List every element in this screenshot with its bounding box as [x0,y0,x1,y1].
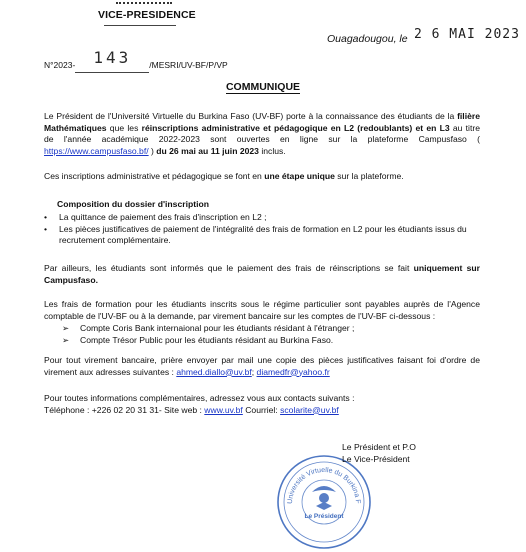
seal-emblem-icon [312,486,336,510]
paragraph-steps [44,171,480,183]
reference-number-value: 143 [93,48,132,67]
text: Le Président de l'Université Virtuelle du Burkina Faso (UV-BF) porte à la connaissance des étudiants de la [44,111,458,121]
bold-text: filière Mathématiques [44,111,480,133]
list-item [62,334,354,346]
list-item [62,322,354,334]
website-link[interactable]: www.uv.bf [204,404,243,415]
text: Ces inscriptions administrative et pédagogique se font en [44,171,265,181]
paragraph-payment [44,263,480,286]
reference-prefix: N°2023- [44,60,76,70]
reference-number-box [75,48,149,73]
contacts-line [44,405,480,417]
paragraph-fees: Les frais de formation pour les étudiants inscrits sous le régime particulier sont payables auprès de l'Agence comptable de l'UV-BF ou à la demande, par virement bancaire sur les comptes de l'UV-BF ci-dessous : [44,299,480,321]
list-item [44,224,480,247]
bullet-icon: • [44,212,48,222]
reference-number [44,48,228,73]
campusfaso-link[interactable]: https://www.campusfaso.bf/ [44,145,149,156]
dossier-list [44,212,480,247]
paragraph-transfer [44,355,480,378]
phone-text: Téléphone : +226 02 20 31 31- Site web : [44,404,205,415]
list-item-text: Compte Trésor Public pour les étudiants résidant au Burkina Faso. [80,335,334,345]
arrow-icon: ➢ [62,335,70,345]
text: au titre de l'année académique 2022-2023 sont ouvertes en ligne sur la plateforme Campusfaso ( [44,122,480,144]
email-link-yahoo[interactable]: diamedfr@yahoo.fr [256,366,330,377]
text: ; [251,366,257,377]
header-dots [116,2,172,4]
signature-line-1: Le Président et P.O [342,442,416,452]
document-title [0,81,526,93]
seal-ring-text: Université Virtuelle du Burkina F [286,466,362,505]
paragraph-contacts [44,393,480,416]
office-underline [104,25,176,26]
date-stamp: 2 6 MAI 2023 [414,27,520,42]
official-seal-stamp [274,452,374,552]
office-heading: VICE-PRESIDENCE [98,9,196,21]
text: Pour tout virement bancaire, prière envoyer par mail une copie des pièces justificatives faisant foi d'ordre de virement aux adresses suivantes : [44,355,480,377]
list-item-text: Compte Coris Bank internaional pour les étudiants résidant à l'étranger ; [80,323,355,333]
text: Courriel: [242,404,281,415]
reference-suffix: /MESRI/UV-BF/P/VP [149,60,228,70]
bold-text: du 26 mai au 11 juin 2023 [156,145,259,156]
bold-text: une étape unique [264,171,335,181]
place-date: Ouagadougou, le [327,33,408,45]
bold-text: uniquement sur Campusfaso. [44,263,480,285]
bullet-icon: • [44,223,48,234]
text: inclus. [258,145,286,156]
list-item [44,212,480,224]
text: sur la plateforme. [334,171,404,181]
seal-center-text: Le Président [304,513,344,520]
dossier-heading: Composition du dossier d'inscription [57,199,209,209]
arrow-icon: ➢ [62,323,70,333]
text: Par ailleurs, les étudiants sont informés que le paiement des frais de réinscriptions se fait [44,263,414,273]
paragraph-intro [44,111,480,157]
signature-line-2: Le Vice-Président [342,454,410,464]
contacts-intro: Pour toutes informations complémentaires, adressez vous aux contacts suivants : [44,393,355,403]
accounts-list [62,322,354,346]
bold-text: réinscriptions administrative et pédagogique en L2 (redoublants) et en L3 [141,122,450,133]
email-link-diallo[interactable]: ahmed.diallo@uv.bf [176,366,252,377]
text: ) [148,145,157,156]
text: que les [106,122,142,133]
list-item-text: La quittance de paiement des frais d'inscription en L2 ; [59,212,267,222]
list-item-text: Les pièces justificatives de paiement de l'intégralité des frais de formation en L2 pour les étudiants issus du recrutement complémentaire. [59,223,467,245]
email-link-scolarite[interactable]: scolarite@uv.bf [280,404,339,415]
document-title-text: COMMUNIQUE [225,81,301,93]
